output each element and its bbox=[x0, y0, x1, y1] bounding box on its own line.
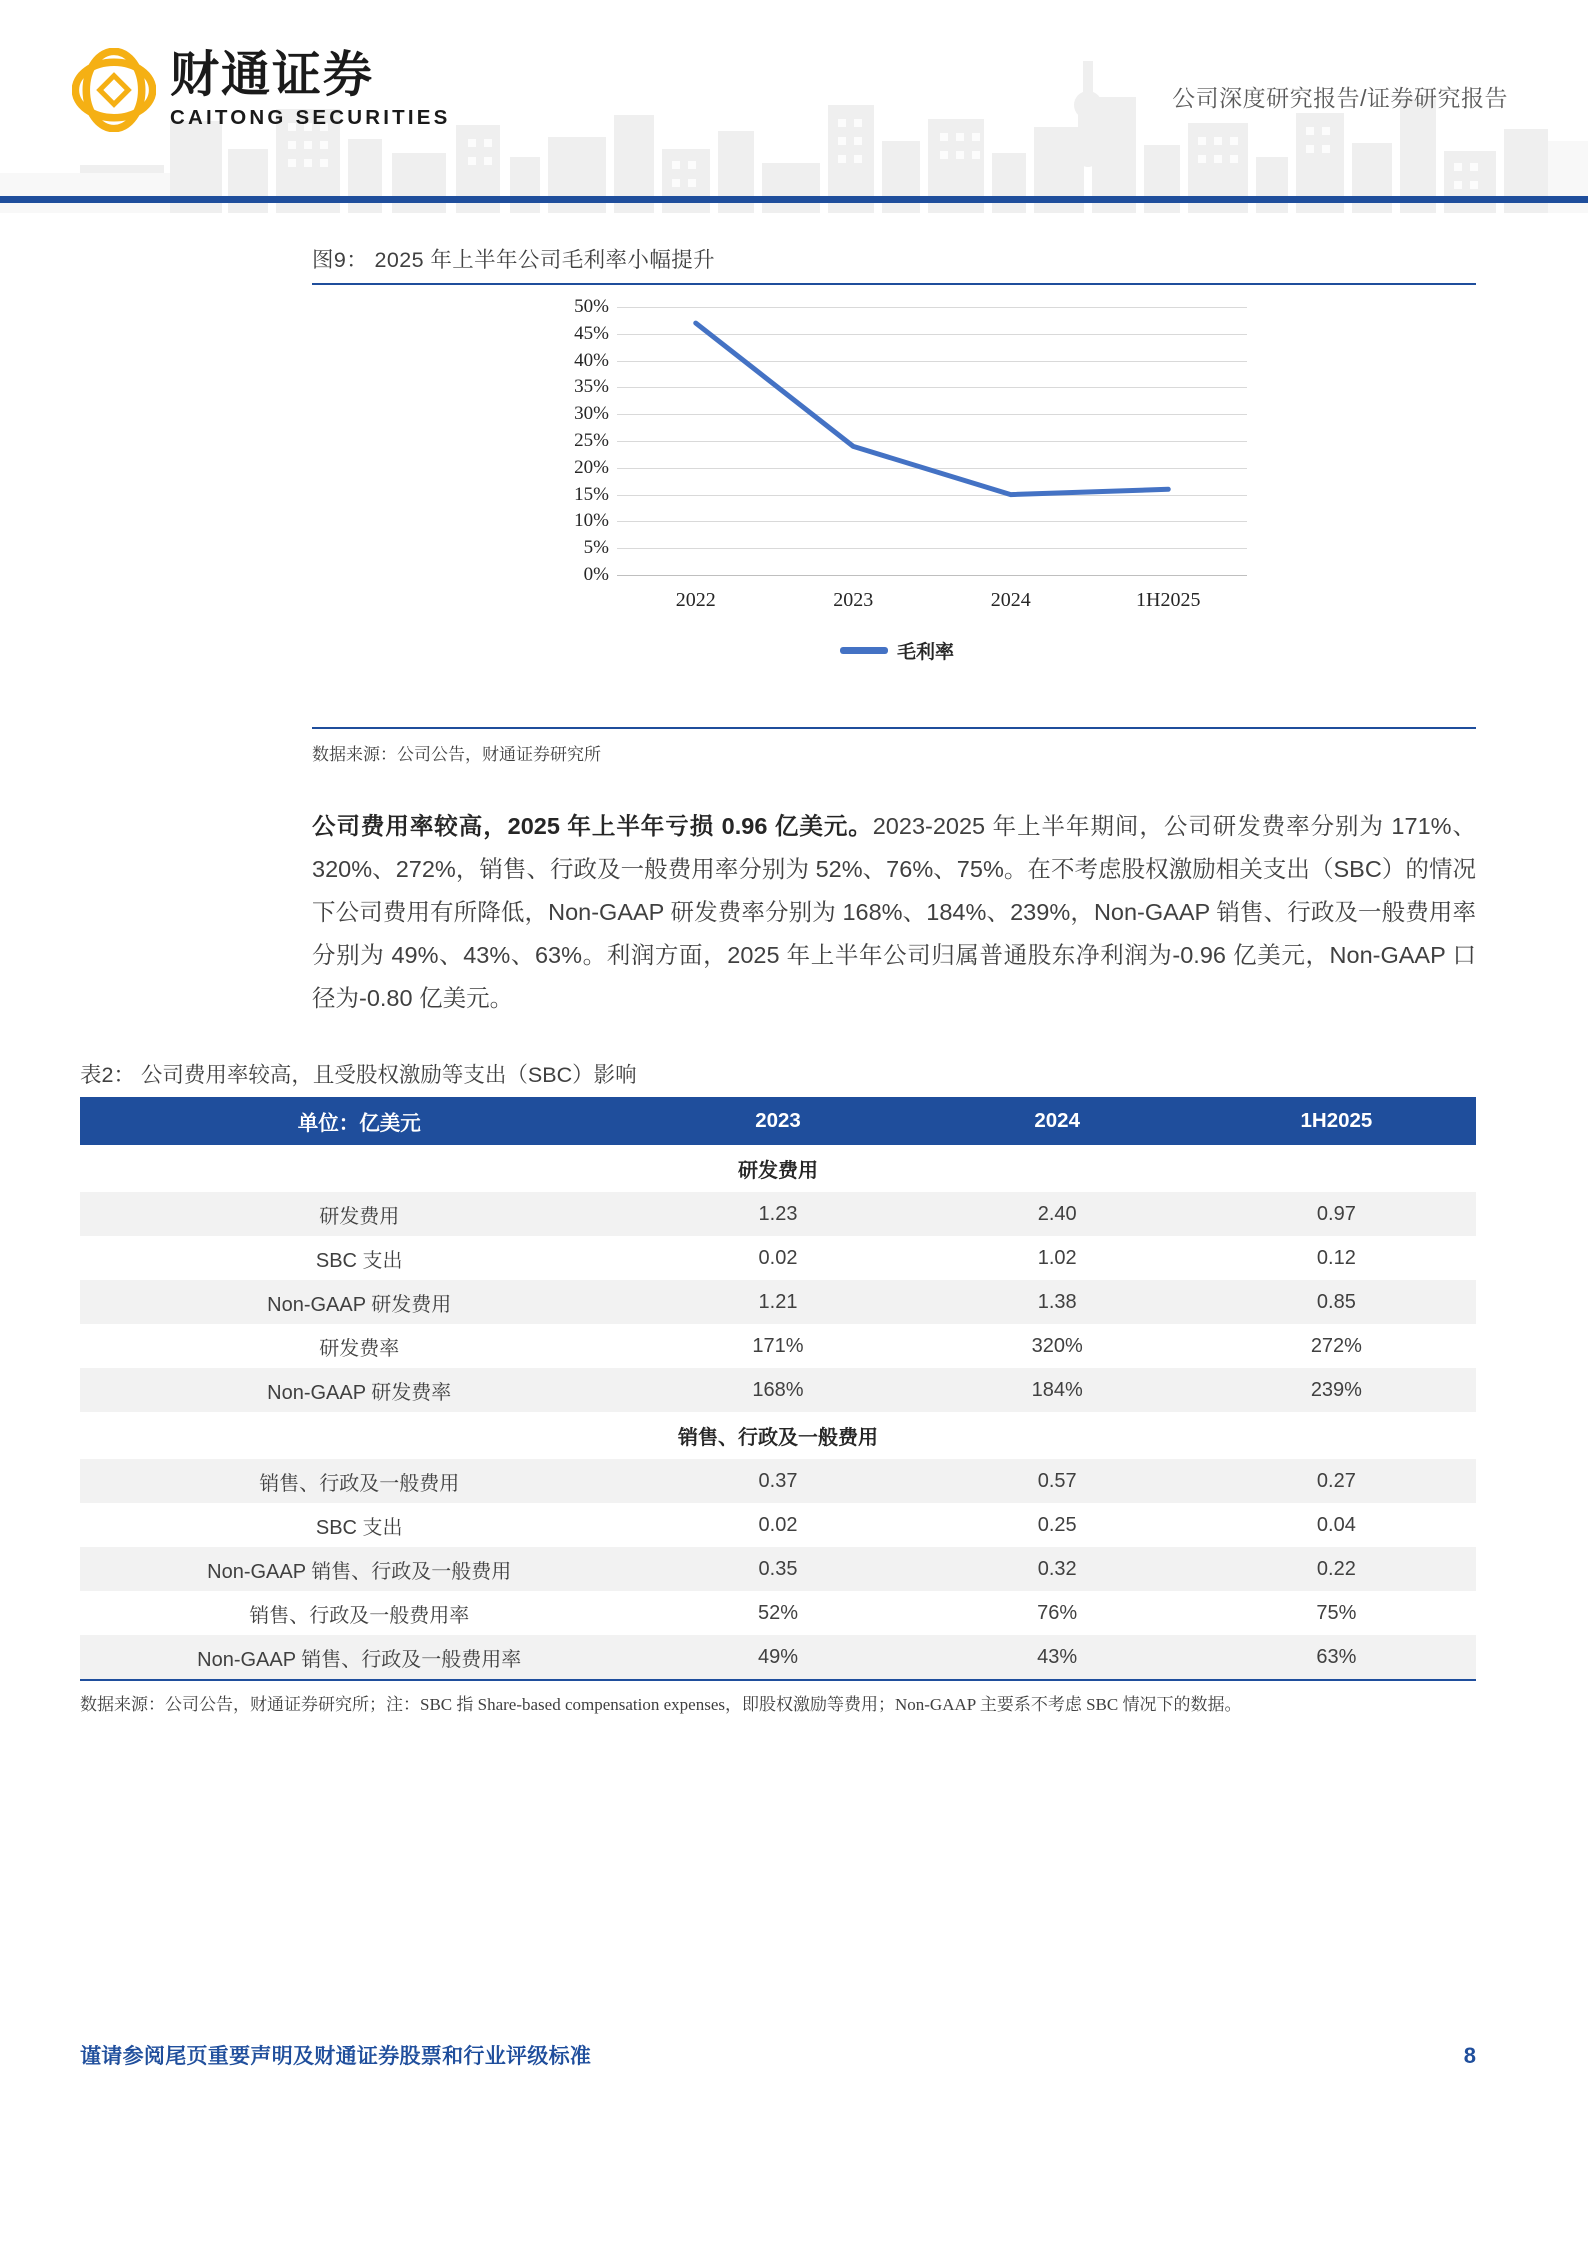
table-cell-value: 1.38 bbox=[918, 1280, 1197, 1324]
table-row-label: 研发费用 bbox=[80, 1192, 638, 1236]
legend-label-gross-margin: 毛利率 bbox=[896, 642, 954, 663]
table-col-header-1h2025: 1H2025 bbox=[1197, 1097, 1476, 1145]
table-title: 表2： 公司费用率较高，且受股权激励等支出（SBC）影响 bbox=[80, 1063, 637, 1087]
brand-logo bbox=[72, 48, 450, 132]
y-tick-label: 20% bbox=[574, 456, 609, 478]
table-cell-value: 0.97 bbox=[1197, 1192, 1476, 1236]
x-tick-label: 2024 bbox=[990, 589, 1031, 611]
y-tick-label: 0% bbox=[583, 564, 609, 585]
table-col-header-2023: 2023 bbox=[638, 1097, 917, 1145]
page-content bbox=[0, 213, 1588, 1720]
y-tick-label: 35% bbox=[574, 376, 609, 398]
figure-title: 图9： 2025 年上半年公司毛利率小幅提升 bbox=[312, 248, 716, 272]
table-cell-value: 0.22 bbox=[1197, 1547, 1476, 1591]
table-cell-value: 52% bbox=[757, 1601, 799, 1624]
figure-9-block bbox=[0, 213, 1588, 765]
chart-legend bbox=[547, 637, 1247, 664]
gross-margin-chart bbox=[312, 296, 1476, 727]
paragraph-body: 2023-2025 年上半年期间，公司研发费率分别为 171%、320%、272%，销售、行政及一般费用率分别为 52%、76%、75%。在不考虑股权激励相关支出（SBC）的情况下公司费用有所降低，Non-GAAP 研发费率分别为 168%、184%、239%，Non-GAAP 销售、行政及一般费用率分别为 49%、43%、63%。利润方面，2025 年上半年公司归属普通股东净利润为-0.96 亿美元，Non-GAAP 口径为-0.80 亿美元。 bbox=[312, 813, 1476, 1011]
table-row bbox=[80, 1503, 1476, 1547]
chart-gridline bbox=[617, 575, 1247, 576]
table-row-label: SBC 支出 bbox=[315, 1516, 403, 1539]
table-row-label: Non-GAAP 销售、行政及一般费用率 bbox=[80, 1635, 638, 1679]
x-tick-label: 2023 bbox=[833, 589, 874, 611]
report-type-label: 公司深度研究报告/证券研究报告 bbox=[1172, 85, 1508, 111]
table-cell-value: 0.35 bbox=[638, 1547, 917, 1591]
brand-name-cn: 财通证券 bbox=[170, 46, 375, 103]
series-line-毛利率 bbox=[696, 323, 1169, 495]
chart-plot-area bbox=[617, 307, 1247, 575]
table-cell-value: 168% bbox=[638, 1368, 917, 1412]
table-cell-value: 184% bbox=[918, 1368, 1197, 1412]
table-cell-value: 1.02 bbox=[1037, 1246, 1077, 1269]
table-row bbox=[80, 1459, 1476, 1503]
table-row bbox=[80, 1236, 1476, 1280]
table-row bbox=[80, 1635, 1476, 1679]
expense-ratio-table bbox=[80, 1097, 1476, 1679]
table-row bbox=[80, 1591, 1476, 1635]
table-cell-value: 0.04 bbox=[1316, 1513, 1356, 1536]
table-cell-value: 171% bbox=[752, 1334, 804, 1357]
paragraph-lead: 公司费用率较高，2025 年上半年亏损 0.96 亿美元。 bbox=[312, 813, 873, 839]
table-row bbox=[80, 1324, 1476, 1368]
table-cell-value: 1.21 bbox=[638, 1280, 917, 1324]
table-row-label: Non-GAAP 研发费率 bbox=[80, 1368, 638, 1412]
x-tick-label: 1H2025 bbox=[1136, 589, 1201, 611]
table-cell-value: 0.85 bbox=[1197, 1280, 1476, 1324]
chart-y-axis-labels bbox=[547, 296, 609, 585]
table-section-label: 销售、行政及一般费用 bbox=[80, 1412, 1476, 1459]
table-header-row bbox=[80, 1097, 1476, 1145]
table-cell-value: 0.02 bbox=[758, 1246, 798, 1269]
table-row-label: Non-GAAP 销售、行政及一般费用 bbox=[80, 1547, 638, 1591]
table-cell-value: 0.27 bbox=[1197, 1459, 1476, 1503]
table-cell-value: 272% bbox=[1310, 1334, 1362, 1357]
table-cell-value: 43% bbox=[918, 1635, 1197, 1679]
table-row-label: SBC 支出 bbox=[315, 1249, 403, 1272]
table-2-block bbox=[0, 1020, 1588, 1720]
y-tick-label: 5% bbox=[583, 537, 609, 559]
y-tick-label: 25% bbox=[574, 430, 609, 451]
y-tick-label: 45% bbox=[574, 322, 609, 344]
footer-page-number: 8 bbox=[1463, 2043, 1476, 2068]
brand-name-en: CAITONG SECURITIES bbox=[170, 106, 451, 129]
table-row bbox=[80, 1547, 1476, 1591]
table-cell-value: 63% bbox=[1197, 1635, 1476, 1679]
header-divider bbox=[0, 196, 1588, 203]
table-section-row bbox=[80, 1412, 1476, 1459]
table-cell-value: 75% bbox=[1316, 1601, 1357, 1624]
table-row-label: 销售、行政及一般费用 bbox=[80, 1459, 638, 1503]
table-col-header-2024: 2024 bbox=[918, 1097, 1197, 1145]
table-cell-value: 0.25 bbox=[1037, 1513, 1077, 1536]
figure-source-note: 数据来源：公司公告，财通证券研究所 bbox=[312, 745, 601, 764]
table-row bbox=[80, 1280, 1476, 1324]
y-tick-label: 15% bbox=[574, 483, 609, 505]
footer-disclaimer: 谨请参阅尾页重要声明及财通证券股票和行业评级标准 bbox=[80, 2045, 592, 2068]
caitong-logo-icon bbox=[72, 48, 156, 132]
table-col-header-unit: 单位：亿美元 bbox=[80, 1097, 638, 1145]
y-tick-label: 30% bbox=[574, 403, 609, 425]
table-row bbox=[80, 1192, 1476, 1236]
page-footer bbox=[0, 2040, 1588, 2070]
table-source-note: 数据来源：公司公告，财通证券研究所；注：SBC 指 Share-based compensation expenses，即股权激励等费用；Non-GAAP 主要系不考虑 SBC 情况下的数据。 bbox=[80, 1695, 1242, 1714]
table-row-label: 销售、行政及一般费用率 bbox=[249, 1604, 470, 1627]
table-cell-value: 1.23 bbox=[638, 1192, 917, 1236]
table-body bbox=[80, 1145, 1476, 1679]
table-cell-value: 0.57 bbox=[918, 1459, 1197, 1503]
table-cell-value: 0.12 bbox=[1316, 1246, 1356, 1269]
table-row-label: Non-GAAP 研发费用 bbox=[80, 1280, 638, 1324]
page-header bbox=[0, 0, 1588, 213]
figure-title-divider bbox=[312, 283, 1476, 285]
table-cell-value: 49% bbox=[638, 1635, 917, 1679]
table-cell-value: 320% bbox=[1031, 1334, 1083, 1357]
table-section-row bbox=[80, 1145, 1476, 1192]
legend-swatch-gross-margin bbox=[840, 647, 888, 654]
chart-x-axis-labels bbox=[617, 589, 1247, 619]
analysis-paragraph bbox=[0, 765, 1588, 1020]
table-row-label: 研发费率 bbox=[319, 1337, 400, 1360]
table-cell-value: 0.37 bbox=[638, 1459, 917, 1503]
table-cell-value: 0.02 bbox=[758, 1513, 798, 1536]
table-section-label: 研发费用 bbox=[80, 1145, 1476, 1192]
x-tick-label: 2022 bbox=[675, 589, 716, 611]
y-tick-label: 50% bbox=[574, 296, 609, 317]
table-cell-value: 0.32 bbox=[918, 1547, 1197, 1591]
y-tick-label: 10% bbox=[574, 510, 609, 532]
table-cell-value: 2.40 bbox=[918, 1192, 1197, 1236]
table-cell-value: 239% bbox=[1197, 1368, 1476, 1412]
table-row bbox=[80, 1368, 1476, 1412]
table-cell-value: 76% bbox=[1037, 1601, 1078, 1624]
chart-line-series bbox=[617, 307, 1247, 575]
y-tick-label: 40% bbox=[574, 349, 609, 371]
